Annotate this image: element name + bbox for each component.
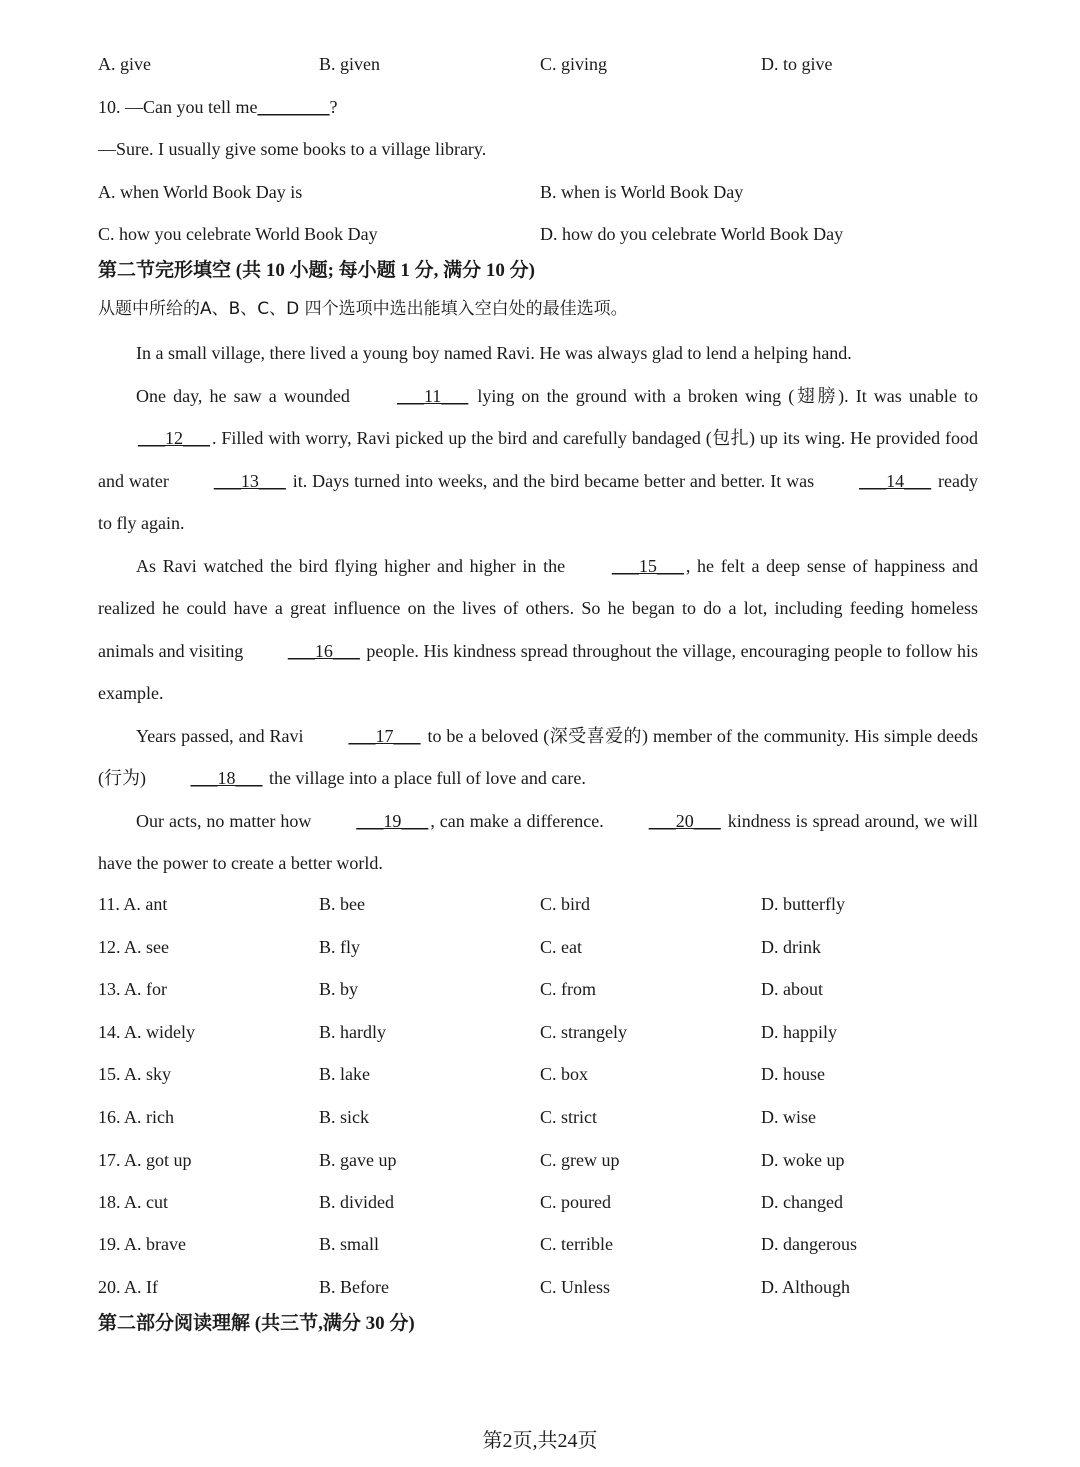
option-text: B. small bbox=[319, 1234, 380, 1254]
passage-text: the village into a place full of love and care. bbox=[264, 768, 586, 788]
option-text: C. strict bbox=[540, 1107, 597, 1127]
blank-16: ___16___ bbox=[287, 640, 360, 661]
option-text: B. Before bbox=[319, 1277, 389, 1297]
section-instruction: 从题中所给的A、B、C、D 四个选项中选出能填入空白处的最佳选项。 bbox=[98, 299, 628, 319]
passage-text: , he felt a deep sense of happiness and realized he could have a great influence on the lives of others. So he began to do a lot, including feeding homeless animals and visiting bbox=[98, 555, 978, 661]
passage-text: lying on the ground with a broken wing (翅膀). It was unable to bbox=[470, 385, 978, 406]
q10-reply: —Sure. I usually give some books to a village library. bbox=[98, 139, 487, 159]
option-text: 11. A. ant bbox=[98, 894, 168, 914]
option-text: 18. A. cut bbox=[98, 1192, 168, 1212]
option-text: D. Although bbox=[761, 1277, 851, 1297]
blank-18: ___18___ bbox=[190, 768, 263, 788]
passage-text: people. His kindness spread throughout the village, encouraging people to follow his example. bbox=[98, 640, 978, 703]
page-number: 第2页,共24页 bbox=[482, 1430, 598, 1452]
option-text: 16. A. rich bbox=[98, 1107, 174, 1127]
option-text: D. wise bbox=[761, 1107, 816, 1127]
passage-text: As Ravi watched the bird flying higher and higher in the bbox=[136, 555, 572, 576]
option-text: B. sick bbox=[319, 1107, 370, 1127]
option-text: D. woke up bbox=[761, 1150, 845, 1170]
blank-17: ___17___ bbox=[348, 725, 421, 746]
option-text: D. happily bbox=[761, 1022, 837, 1042]
option-text: B. bee bbox=[319, 894, 365, 914]
q10-blank: ________ bbox=[257, 97, 330, 117]
passage-text: Our acts, no matter how bbox=[136, 810, 317, 831]
option-text: B. hardly bbox=[319, 1022, 386, 1042]
option-text: 17. A. got up bbox=[98, 1150, 192, 1170]
passage-text: kindness is spread around, we will have the power to create a better world. bbox=[98, 810, 979, 873]
passage-paragraph-1: In a small village, there lived a young boy named Ravi. He was always glad to lend a helping hand. bbox=[136, 343, 852, 363]
option-text: C. from bbox=[540, 979, 596, 999]
blank-14: ___14___ bbox=[859, 470, 932, 491]
passage-paragraph-4 bbox=[98, 715, 978, 800]
option-text: C. Unless bbox=[540, 1277, 611, 1297]
option-text: C. grew up bbox=[540, 1150, 620, 1170]
blank-20: ___20___ bbox=[648, 810, 721, 831]
option-text: B. fly bbox=[319, 937, 361, 957]
q10-stem: 10. —Can you tell me________? bbox=[98, 97, 338, 117]
passage-text: , can make a difference. bbox=[430, 810, 609, 831]
option-text: B. lake bbox=[319, 1064, 370, 1084]
option-text: D. drink bbox=[761, 937, 821, 957]
passage-text: . Filled with worry, Ravi picked up the bird and carefully bandaged (包扎) up its wing. He provided food and water bbox=[98, 428, 978, 491]
option-text: 14. A. widely bbox=[98, 1022, 195, 1042]
option-text: 19. A. brave bbox=[98, 1234, 186, 1254]
passage-text: ready to fly again. bbox=[98, 470, 978, 533]
option-c: C. how you celebrate World Book Day bbox=[98, 224, 378, 244]
option-b: B. given bbox=[319, 54, 380, 74]
cloze-passage bbox=[98, 332, 978, 885]
passage-paragraph-3 bbox=[98, 545, 978, 715]
option-text: C. eat bbox=[540, 937, 582, 957]
option-text: C. strangely bbox=[540, 1022, 627, 1042]
option-text: D. about bbox=[761, 979, 823, 999]
option-text: D. house bbox=[761, 1064, 825, 1084]
passage-text: to be a beloved (深受喜爱的) member of the community. His simple deeds (行为) bbox=[98, 725, 978, 788]
option-text: B. divided bbox=[319, 1192, 394, 1212]
option-text: 20. A. If bbox=[98, 1277, 158, 1297]
passage-text: Years passed, and Ravi bbox=[136, 725, 309, 746]
option-text: 12. A. see bbox=[98, 937, 169, 957]
option-c: C. giving bbox=[540, 54, 608, 74]
option-text: 15. A. sky bbox=[98, 1064, 172, 1084]
option-text: C. terrible bbox=[540, 1234, 613, 1254]
blank-19: ___19___ bbox=[356, 810, 429, 831]
option-a: A. give bbox=[98, 54, 151, 74]
option-d: D. to give bbox=[761, 54, 833, 74]
part-heading: 第二部分阅读理解 (共三节,满分 30 分) bbox=[98, 1313, 415, 1334]
passage-text: it. Days turned into weeks, and the bird became better and better. It was bbox=[287, 470, 820, 491]
option-d: D. how do you celebrate World Book Day bbox=[540, 224, 844, 244]
option-text: D. dangerous bbox=[761, 1234, 857, 1254]
section-heading: 第二节完形填空 (共 10 小题; 每小题 1 分, 满分 10 分) bbox=[98, 260, 535, 281]
option-text: B. by bbox=[319, 979, 359, 999]
option-b: B. when is World Book Day bbox=[540, 182, 744, 202]
passage-paragraph-2 bbox=[98, 375, 978, 545]
option-text: D. butterfly bbox=[761, 894, 845, 914]
blank-15: ___15___ bbox=[611, 555, 684, 576]
blank-12: ___12___ bbox=[138, 428, 210, 448]
option-text: B. gave up bbox=[319, 1150, 397, 1170]
blank-11: ___11___ bbox=[396, 385, 469, 406]
option-text: 13. A. for bbox=[98, 979, 167, 999]
option-text: C. bird bbox=[540, 894, 591, 914]
blank-13: ___13___ bbox=[213, 470, 286, 491]
option-text: C. poured bbox=[540, 1192, 611, 1212]
option-a: A. when World Book Day is bbox=[98, 182, 303, 202]
passage-paragraph-5 bbox=[98, 800, 978, 885]
option-text: C. box bbox=[540, 1064, 589, 1084]
passage-text: One day, he saw a wounded bbox=[136, 385, 357, 406]
option-text: D. changed bbox=[761, 1192, 843, 1212]
